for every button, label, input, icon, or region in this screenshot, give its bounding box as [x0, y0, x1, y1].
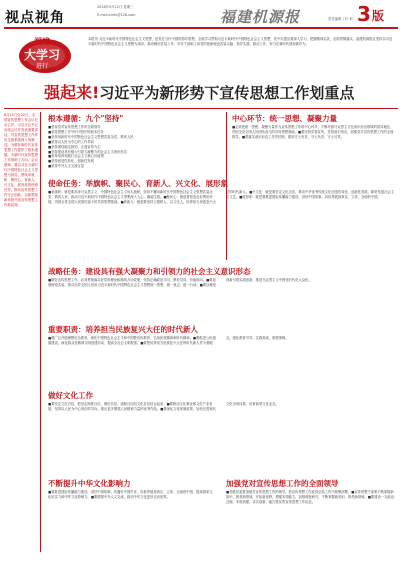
intro-paragraph: 本报讯 习近平新时代中国特色社会主义思想，是党在当代中国的指导思想。全面学习贯彻习近平新时代中国特色社会主义思想，党中央提出要深入学习，把握精神实质，全面贯彻落实。福建机源报社坚持以习近平新时代中国特色社会主义思想为指导，推动理论武装工作，引导干部职工用党的创新理论武装头脑、指导实践、推动工作，努力在新时代展现新作为。	[88, 37, 393, 46]
paper-name: 福建机源报	[220, 8, 301, 26]
section-title-principles: 根本遵循：九个"坚持"	[48, 114, 124, 123]
section-title-mission: 使命任务：举旗帜、聚民心、育新人、兴文化、展形象	[48, 179, 228, 188]
mission-body: ■举旗帜：就是要高举马克思主义、中国特色社会主义伟大旗帜，坚持不懈用新时代中国特色社会主义思想武装全党、教育人民，推动习近平新时代中国特色社会主义思想深入人心、落地生根。■聚民心：就是要营造良好舆论环境，巩固全党全国人民团结奋斗的共同思想基础。■育新人：就是要坚持立德树人、以文化人，培养担当民族复兴大任的时代新人。■兴文化：就是要坚定文化自信，推动中华优秀传统文化创造性转化、创新性发展，繁荣发展社会主义文艺。■展形象：就是要推进国际传播能力建设，讲好中国故事，向世界展现真实、立体、全面的中国。	[48, 190, 394, 204]
headline-right: 习近平为新形势下宣传思想工作划重点	[99, 84, 355, 102]
list-item: ■坚持培育和践行社会主义核心价值观	[48, 154, 104, 159]
section-title-leadership: 加强党对宣传思想工作的全面领导	[226, 479, 339, 488]
masthead-rule	[4, 27, 398, 29]
influence-body: ■要推进国际传播能力建设，讲好中国故事、传播好中国声音，向世界展现真实、立体、全面的中国，提高国家文化软实力和中华文化影响力。■要增强中外人文交流，推动中华文化更好走向世界。	[48, 490, 213, 499]
list-item: ■坚持思想工作"两个巩固"的根本任务	[48, 129, 104, 134]
logo-bottom: 进行	[36, 63, 49, 70]
culture-body: ■要坚定文化自信，把坚定制度自信、理论自信、道路自信同文化自信结合起来。■要推动文化事业和文化产业发展，坚持以人民为中心的创作导向，推出更多增强人民精神力量的优秀作品。■要深化文化体制改革，加快完善现代文化市场体系，培育新型文化业态。	[48, 402, 279, 411]
list-item: ■坚持建设具有强大引领力凝聚力的社会主义意识形态	[48, 149, 127, 154]
section-title-duty: 重要职责：培养担当民族复兴大任的时代新人	[48, 325, 198, 334]
date-line: 2018年9月12日 星期三	[97, 5, 134, 9]
editor-line: 责任编辑 / 叶 莉	[328, 17, 353, 21]
core-body: ■必须把统一思想、凝聚力量作为宣传思想工作的中心环节，不断巩固马克思主义在意识形态领域的指导地位，巩固全党全国人民团结奋斗的共同思想基础。■要坚持党管宣传、党管意识形态，加强党对宣传思想工作的全面领导。■要落实意识形态工作责任制，做到守土有责、守土负责、守土尽责。	[232, 125, 394, 139]
date-note: 8月21日至22日，全国宣传思想工作会议在京召开。习近平总书记出席会议并发表重要讲话，对宣传思想工作作出全面系统深入的阐述，为做好新时代宣传思想工作提供了根本遵循，为新时代宣传思想工作指明了方向。会议强调，要以习近平新时代中国特色社会主义思想为指导，围绕举旗帜、聚民心、育新人、兴文化、展形象的使命任务，推动宣传思想工作守正创新，以新思路新举措开创宣传思想工作新局面。	[4, 113, 38, 207]
duty-body: ■要广泛开展理想信念教育，深化中国特色社会主义和中国梦宣传教育，弘扬民族精神和时代精神。■要推进公民道德建设，深化群众性精神文明创建活动，提高全社会文明程度。■要把培养担当民族复兴大任的时代新人作为着眼点，强化教育引导、实践养成、制度保障。	[48, 336, 289, 345]
logo-main: 大学习	[24, 48, 61, 62]
headline-left: 强起来!	[44, 83, 100, 102]
masthead	[0, 0, 402, 30]
list-item: ■坚持以人民为中心的工作导向	[48, 139, 94, 144]
page-number: 3	[357, 2, 371, 26]
headline-banner	[44, 80, 364, 106]
principles-list	[48, 125, 198, 169]
section-title-strategy: 战略任务：建设具有强大凝聚力和引领力的社会主义意识形态	[48, 267, 251, 276]
column-divider-left	[40, 112, 41, 552]
section-title-influence: 不断提升中华文化影响力	[48, 479, 131, 488]
headline-rule	[4, 108, 398, 109]
study-logo	[16, 34, 74, 74]
list-item: ■坚持团结稳定鼓劲、正面宣传为主	[48, 144, 101, 149]
leadership-body: ■各级党委要加强对宣传思想工作的领导，把宣传思想工作放到全局工作中统筹部署。■宣传思想干部要不断掌握新知识、熟悉新领域、开拓新视野，增强本领能力，加强调查研究，不断掌握新知识、熟悉新领域。■要建设一支政治过硬、本领高强、求实创新、能打胜仗的宣传思想工作队伍。	[226, 490, 394, 504]
section-title-core: 中心环节：统一思想、凝聚力量	[232, 114, 337, 123]
list-item: ■坚持党对宣传思想工作的全面领导	[48, 125, 101, 129]
logo-top: 福建	[34, 36, 50, 46]
list-item: ■坚持创造性转化、创新性发展	[48, 159, 94, 164]
section-title-culture: 做好文化工作	[48, 391, 93, 400]
page-label: 版	[372, 9, 385, 23]
list-item: ■坚持中外人文交流互鉴	[48, 164, 85, 169]
strategy-body: ■做好宣传思想工作，必须贯彻落实好党的理论和路线方针政策，坚持正确政治方向、舆论导向、价值取向。■要加强理论武装，推动全党全国人民用习近平新时代中国特色社会主义思想统一思想、统一意志、统一行动。■要以理论创新引领实践创新，推进马克思主义中国化时代化大众化。	[48, 278, 312, 287]
list-item: ■坚持用新时代中国特色社会主义思想武装全党、教育人民	[48, 134, 134, 139]
email: E-mail:xinfu@126.com	[97, 13, 136, 17]
section-name: 视点视角	[5, 10, 65, 26]
